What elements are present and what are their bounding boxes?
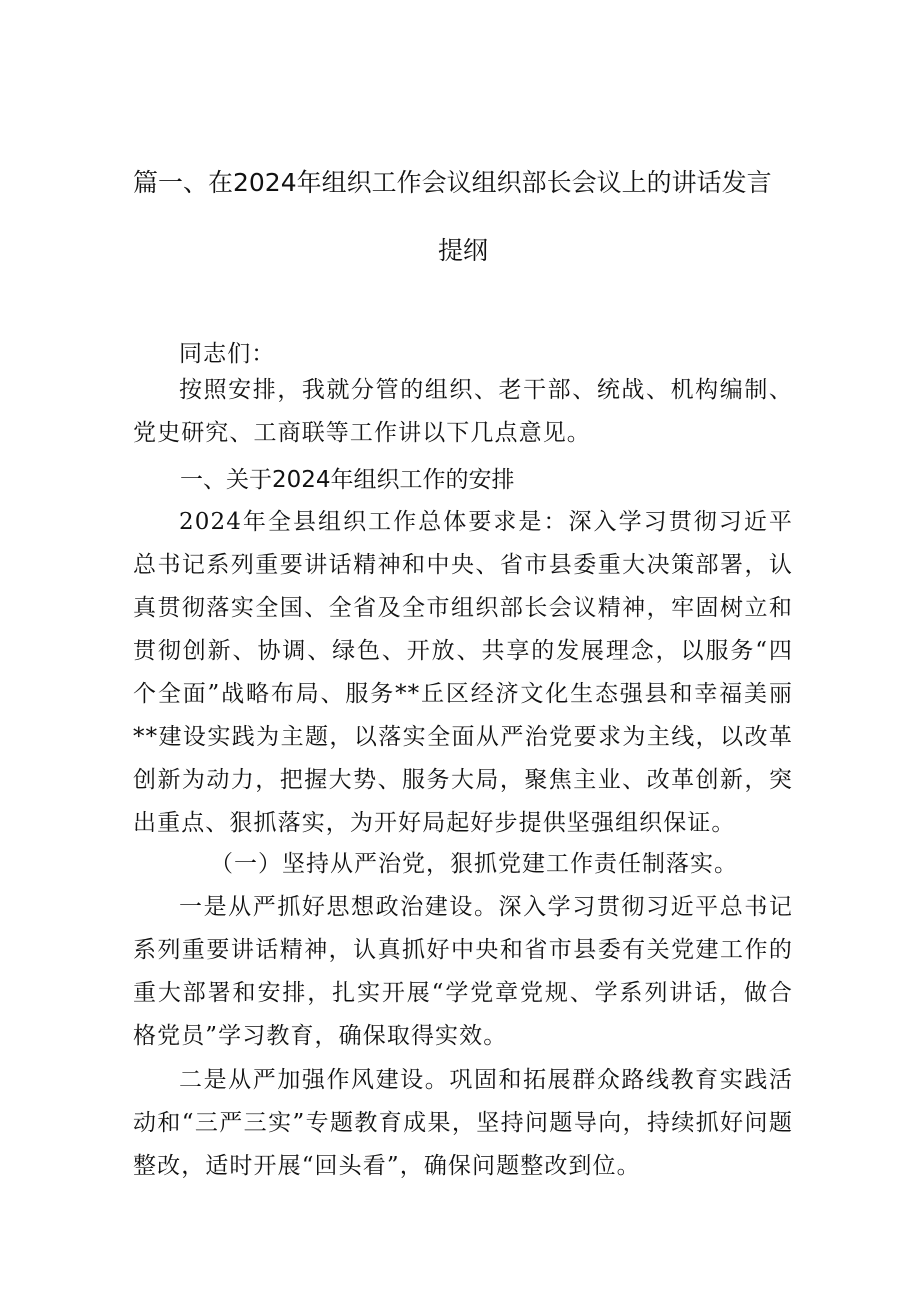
subsection-heading: （一）坚持从严治党，狠抓党建工作责任制落实。 [210, 851, 738, 877]
document-title: 篇一、在2024年组织工作会议组织部长会议上的讲话发言 [133, 168, 772, 197]
intro-paragraph: 按照安排，我就分管的组织、老干部、统战、机构编制、党史研究、工商联等工作讲以下几点意见。 [133, 377, 793, 446]
body-paragraph: 2024年全县组织工作总体要求是：深入学习贯彻习近平总书记系列重要讲话精神和中央、省市县委重大决策部署，认真贯彻落实全国、全省及全市组织部长会议精神，牢固树立和贯彻创新、协调、绿色、开放、共享的发展理念，以服务“四个全面”战略布局、服务**丘区经济文化生态强县和幸福美丽**建设实践为主题，以落实全面从严治党要求为主线，以改革创新为动力，把握大势、服务大局，聚焦主业、改革创新，突出重点、狠抓落实，为开好局起好步提供坚强组织保证。 [133, 509, 793, 836]
document-title-continuation: 提纲 [438, 236, 489, 265]
greeting: 同志们： [179, 341, 276, 367]
body-paragraph: 二是从严加强作风建设。巩固和拓展群众路线教育实践活动和“三严三实”专题教育成果，坚持问题导向，持续抓好问题整改，适时开展“回头看”，确保问题整改到位。 [133, 1067, 793, 1179]
section-heading: 一、关于2024年组织工作的安排 [180, 467, 515, 493]
body-paragraph: 一是从严抓好思想政治建设。深入学习贯彻习近平总书记系列重要讲话精神，认真抓好中央和省市县委有关党建工作的重大部署和安排，扎实开展“学党章党规、学系列讲话，做合格党员”学习教育，确保取得实效。 [133, 894, 793, 1049]
